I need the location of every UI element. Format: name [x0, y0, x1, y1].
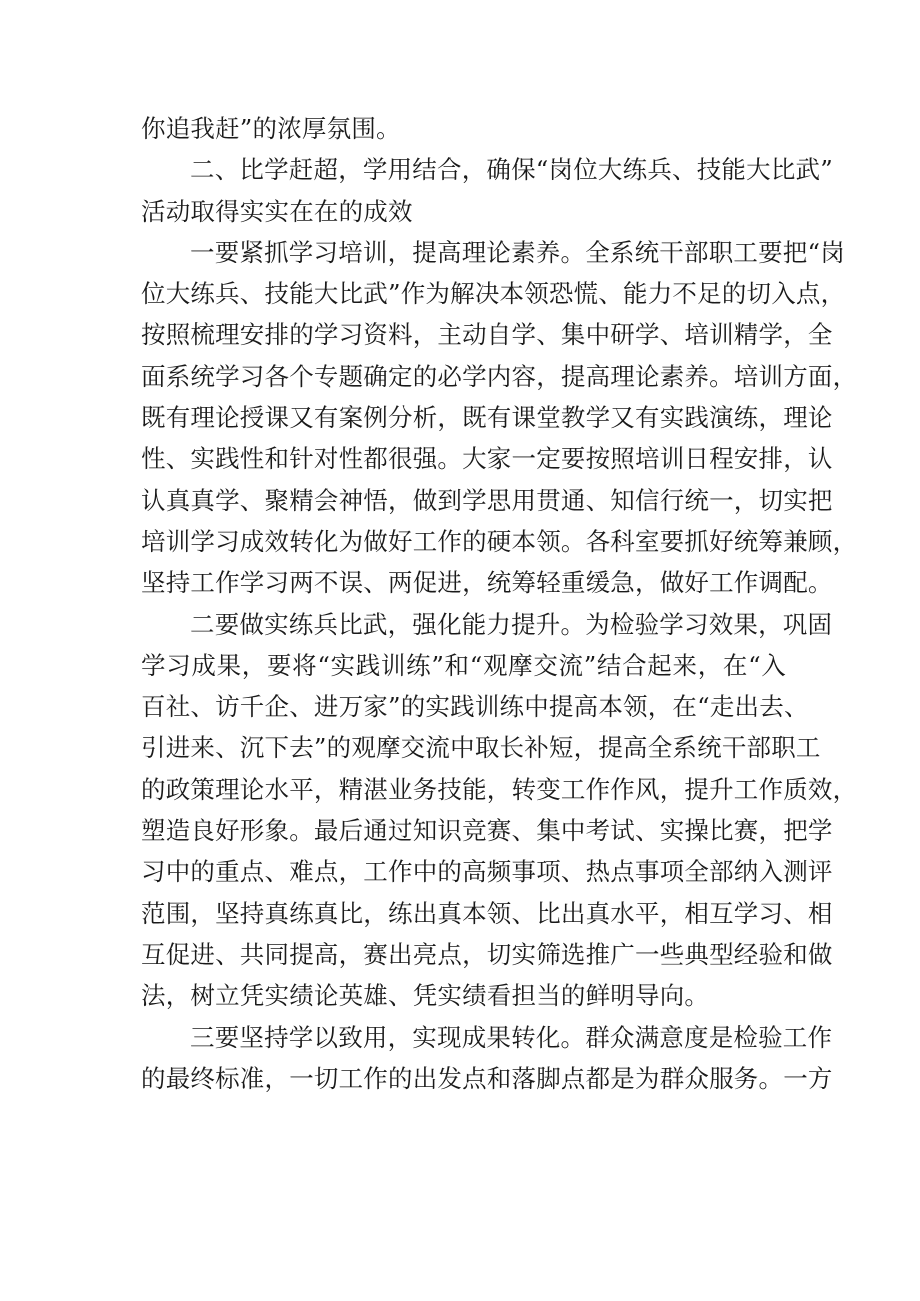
- text-line: 性、实践性和针对性都很强。大家一定要按照培训日程安排，认: [141, 444, 833, 474]
- document-body: [141, 108, 858, 1099]
- text-line: 活动取得实实在在的成效: [141, 196, 413, 226]
- section-heading: [141, 149, 833, 232]
- text-line: 你追我赶”的浓厚氛围。: [141, 114, 401, 143]
- text-line: 互促进、共同提高，赛出亮点，切实筛选推广一些典型经验和做: [141, 939, 833, 969]
- text-line: 三要坚持学以致用，实现成果转化。群众满意度是检验工作: [190, 1022, 833, 1052]
- text-line: 习中的重点、难点，工作中的高频事项、热点事项全部纳入测评: [141, 857, 833, 887]
- text-line: 范围，坚持真练真比，练出真本领、比出真水平，相互学习、相: [141, 898, 833, 928]
- paragraph-point-3: [141, 1017, 833, 1100]
- text-line: 百社、访千企、进万家”的实践训练中提高本领，在“走出去、: [141, 692, 809, 722]
- text-line: 认真真学、聚精会神悟，做到学思用贯通、知信行统一，切实把: [141, 485, 833, 515]
- text-line: 的最终标准，一切工作的出发点和落脚点都是为群众服务。一方: [141, 1063, 833, 1093]
- text-line: 一要紧抓学习培训，提高理论素养。全系统干部职工要把“岗: [190, 237, 845, 267]
- text-line: 学习成果，要将“实践训练”和“观摩交流”结合起来，在“入: [141, 650, 786, 680]
- text-line: 引进来、沉下去”的观摩交流中取长补短，提高全系统干部职工: [141, 733, 821, 763]
- text-line: 塑造良好形象。最后通过知识竞赛、集中考试、实操比赛，把学: [141, 816, 833, 846]
- text-line: 面系统学习各个专题确定的必学内容，提高理论素养。培训方面，: [141, 361, 858, 391]
- paragraph-continuation: [141, 108, 786, 149]
- text-line: 二要做实练兵比武，强化能力提升。为检验学习效果，巩固: [190, 609, 833, 639]
- text-line: 位大练兵、技能大比武”作为解决本领恐慌、能力不足的切入点，: [141, 279, 846, 309]
- text-line: 按照梳理安排的学习资料，主动自学、集中研学、培训精学，全: [141, 320, 833, 350]
- text-line: 培训学习成效转化为做好工作的硬本领。各科室要抓好统筹兼顾，: [141, 526, 858, 556]
- text-line: 坚持工作学习两不误、两促进，统筹轻重缓急，做好工作调配。: [141, 568, 833, 598]
- text-line: 法，树立凭实绩论英雄、凭实绩看担当的鲜明导向。: [141, 981, 710, 1011]
- text-line: 的政策理论水平，精湛业务技能，转变工作作风，提升工作质效，: [141, 774, 858, 804]
- paragraph-point-1: [141, 232, 858, 604]
- paragraph-point-2: [141, 604, 858, 1017]
- text-line: 二、比学赶超，学用结合，确保“岗位大练兵、技能大比武”: [190, 155, 833, 185]
- text-line: 既有理论授课又有案例分析，既有课堂教学又有实践演练，理论: [141, 403, 833, 433]
